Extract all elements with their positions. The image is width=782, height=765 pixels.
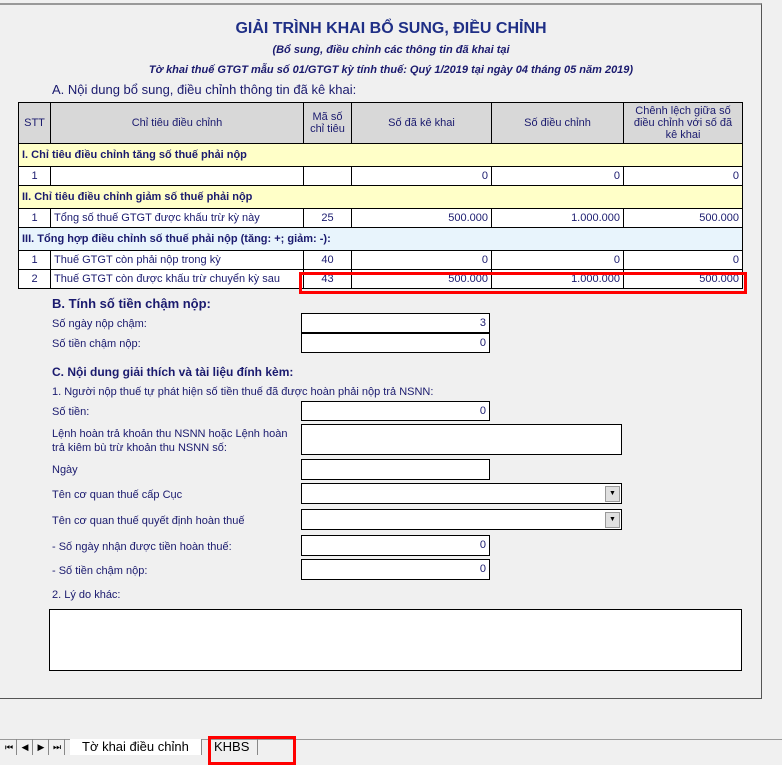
late-amount-label: Số tiền chậm nộp: — [52, 338, 141, 350]
col-difference: Chênh lệch giữa số điều chỉnh với số đã kê khai — [624, 103, 743, 144]
other-reason-textarea[interactable] — [49, 609, 742, 671]
cell-adjusted[interactable]: 1.000.000 — [492, 209, 624, 228]
col-indicator: Chỉ tiêu điều chỉnh — [51, 103, 304, 144]
cell-indicator: Thuế GTGT còn được khấu trừ chuyển kỳ sau — [51, 270, 304, 289]
cell-indicator: Thuế GTGT còn phải nộp trong kỳ — [51, 251, 304, 270]
dept-label: Tên cơ quan thuế cấp Cục — [52, 489, 183, 501]
cell-adjusted: 1.000.000 — [492, 270, 624, 289]
section-2-row: II. Chỉ tiêu điều chỉnh giảm số thuế phải nộp — [19, 186, 743, 209]
late-fee-field: 0 — [301, 559, 490, 580]
tab-khbs[interactable]: KHBS — [212, 739, 258, 755]
table-header — [19, 103, 743, 144]
chevron-down-icon[interactable]: ▼ — [605, 486, 620, 502]
cell-adjusted[interactable]: 0 — [492, 167, 624, 186]
date-label: Ngày — [52, 464, 78, 476]
adjustment-table — [18, 102, 743, 289]
cell-difference: 500.000 — [624, 270, 743, 289]
cell-difference: 500.000 — [624, 209, 743, 228]
cell-declared[interactable]: 0 — [352, 167, 492, 186]
cell-declared: 500.000 — [352, 270, 492, 289]
refund-amount-field[interactable]: 0 — [301, 401, 490, 421]
cell-indicator[interactable]: Tổng số thuế GTGT được khấu trừ kỳ này — [51, 209, 304, 228]
section-3-row: III. Tổng hợp điều chỉnh số thuế phải nộp (tăng: +; giảm: -): — [19, 228, 743, 251]
cell-stt: 1 — [19, 167, 51, 186]
cell-difference: 0 — [624, 251, 743, 270]
section-1-row: I. Chỉ tiêu điều chỉnh tăng số thuế phải nộp — [19, 144, 743, 167]
cell-stt: 1 — [19, 251, 51, 270]
late-days-field[interactable]: 3 — [301, 313, 490, 333]
col-declared: Số đã kê khai — [352, 103, 492, 144]
section-b-heading: B. Tính số tiền chậm nộp: — [52, 296, 211, 311]
highlight-box-tab — [208, 736, 296, 765]
date-field[interactable] — [301, 459, 490, 480]
table-row — [19, 209, 743, 228]
tab-to-khai-dieu-chinh[interactable]: Tờ khai điều chỉnh — [70, 739, 202, 755]
item-1-label: 1. Người nộp thuế tự phát hiện số tiền thuế đã được hoàn phải nộp trả NSNN: — [52, 386, 434, 398]
cell-stt: 1 — [19, 209, 51, 228]
cell-difference: 0 — [624, 167, 743, 186]
section-c-heading: C. Nội dung giải thích và tài liệu đính kèm: — [52, 365, 294, 379]
late-amount-field: 0 — [301, 333, 490, 353]
cell-code: 40 — [304, 251, 352, 270]
cell-indicator[interactable] — [51, 167, 304, 186]
refund-order-field[interactable] — [301, 424, 622, 455]
cell-stt: 2 — [19, 270, 51, 289]
col-adjusted: Số điều chỉnh — [492, 103, 624, 144]
subtitle-2: Tờ khai thuế GTGT mẫu số 01/GTGT kỳ tính thuế: Quý 1/2019 tại ngày 04 tháng 05 năm 2019) — [148, 64, 634, 76]
last-sheet-icon[interactable]: ⏭ — [50, 739, 65, 755]
cell-adjusted: 0 — [492, 251, 624, 270]
late-days-label: Số ngày nộp chậm: — [52, 318, 147, 330]
highlight-box-row-43 — [299, 272, 747, 294]
page-title: GIẢI TRÌNH KHAI BỔ SUNG, ĐIỀU CHỈNH — [235, 20, 547, 37]
table-row — [19, 251, 743, 270]
refund-days-field[interactable]: 0 — [301, 535, 490, 556]
refund-days-label: - Số ngày nhận được tiền hoàn thuế: — [52, 541, 232, 553]
table-row — [19, 167, 743, 186]
col-code: Mã số chỉ tiêu — [304, 103, 352, 144]
cell-code: 43 — [304, 270, 352, 289]
dept-dropdown[interactable] — [301, 483, 622, 504]
col-stt: STT — [19, 103, 51, 144]
first-sheet-icon[interactable]: ⏮ — [2, 739, 17, 755]
item-2-label: 2. Lý do khác: — [52, 589, 121, 601]
decide-dept-label: Tên cơ quan thuế quyết định hoàn thuế — [52, 515, 245, 527]
cell-declared[interactable]: 500.000 — [352, 209, 492, 228]
refund-order-label: Lệnh hoàn trả khoản thu NSNN hoặc Lệnh hoàn trả kiêm bù trừ khoản thu NSNN số: — [52, 428, 288, 454]
chevron-down-icon[interactable]: ▼ — [605, 512, 620, 528]
cell-code[interactable]: 25 — [304, 209, 352, 228]
cell-code[interactable] — [304, 167, 352, 186]
section-a-heading: A. Nội dung bổ sung, điều chỉnh thông tin đã kê khai: — [52, 82, 357, 97]
cell-declared: 0 — [352, 251, 492, 270]
decide-dept-dropdown[interactable] — [301, 509, 622, 530]
refund-amount-label: Số tiền: — [52, 406, 90, 418]
next-sheet-icon[interactable]: ▶ — [34, 739, 49, 755]
prev-sheet-icon[interactable]: ◀ — [18, 739, 33, 755]
subtitle: (Bổ sung, điều chỉnh các thông tin đã khai tại — [272, 44, 510, 56]
late-fee-label: - Số tiền chậm nộp: — [52, 565, 148, 577]
